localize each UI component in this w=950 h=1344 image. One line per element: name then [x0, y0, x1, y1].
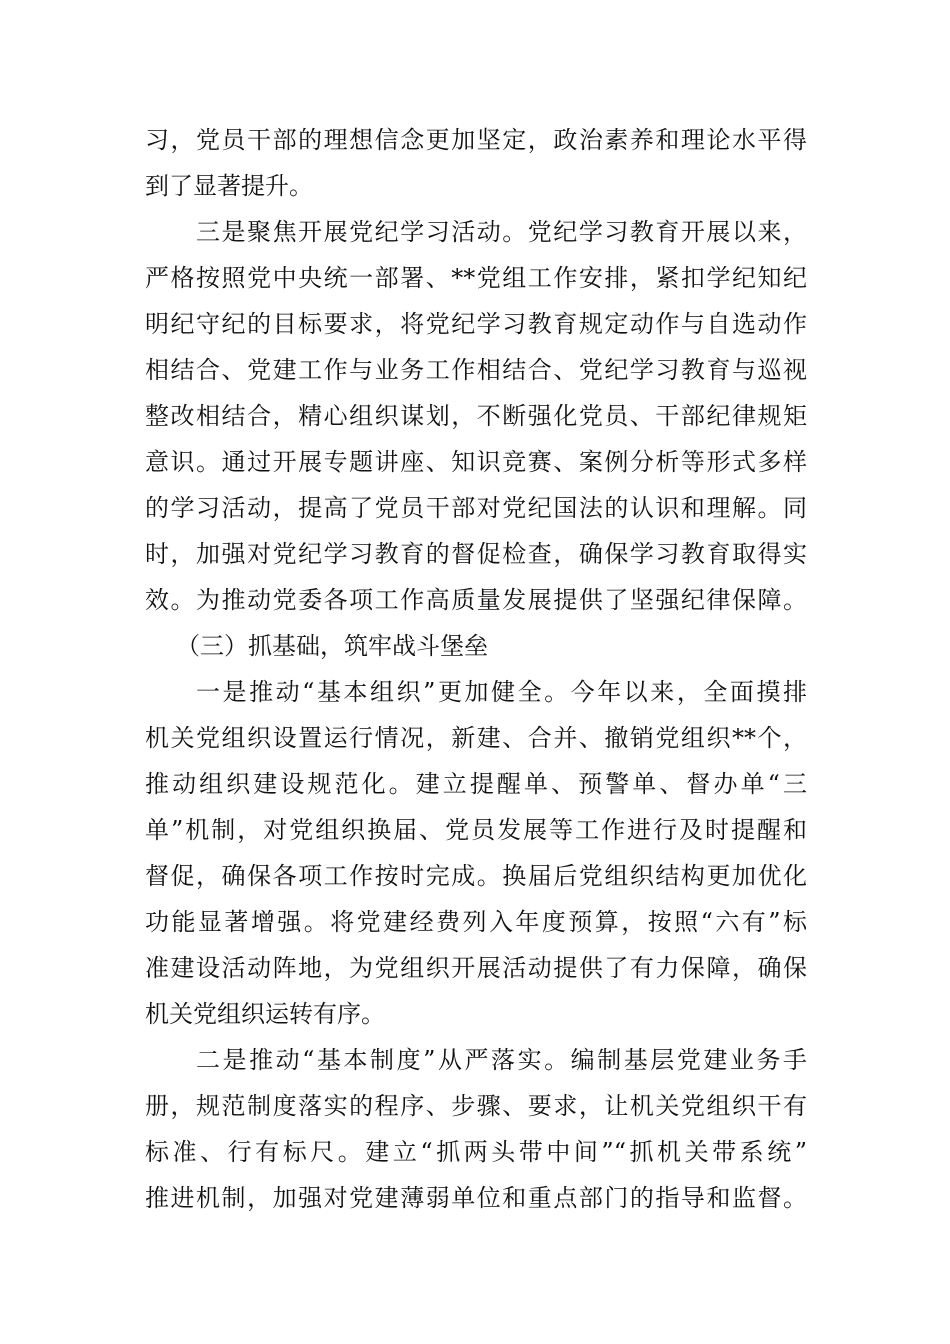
- paragraph-line: 明纪守纪的目标要求，将党纪学习教育规定动作与自选动作: [145, 310, 807, 338]
- paragraph-line: 推动组织建设规范化。建立提醒单、预警单、督办单“三: [145, 770, 807, 798]
- paragraph-line: 机关党组织设置运行情况，新建、合并、撤销党组织**个，: [145, 724, 807, 752]
- paragraph-line: 时，加强对党纪学习教育的督促检查，确保学习教育取得实: [145, 540, 807, 568]
- paragraph-line: 二是推动“基本制度”从严落实。编制基层党建业务手: [196, 1046, 807, 1074]
- paragraph-line: 准建设活动阵地，为党组织开展活动提供了有力保障，确保: [145, 954, 807, 982]
- paragraph-line: 一是推动“基本组织”更加健全。今年以来，全面摸排: [196, 678, 807, 706]
- paragraph-line: 严格按照党中央统一部署、**党组工作安排，紧扣学纪知纪: [145, 264, 807, 292]
- paragraph-line: 功能显著增强。将党建经费列入年度预算，按照“六有”标: [145, 908, 807, 936]
- paragraph-line: 督促，确保各项工作按时完成。换届后党组织结构更加优化: [145, 862, 807, 890]
- paragraph-line: 效。为推动党委各项工作高质量发展提供了坚强纪律保障。: [145, 586, 807, 614]
- paragraph-line: 到了显著提升。: [145, 172, 313, 200]
- paragraph-line: 习，党员干部的理想信念更加坚定，政治素养和理论水平得: [145, 126, 807, 154]
- paragraph-line: 册，规范制度落实的程序、步骤、要求，让机关党组织干有: [145, 1092, 807, 1120]
- paragraph-line: 机关党组织运转有序。: [145, 1000, 385, 1028]
- paragraph-line: 的学习活动，提高了党员干部对党纪国法的认识和理解。同: [145, 494, 807, 522]
- paragraph-line: 推进机制，加强对党建薄弱单位和重点部门的指导和监督。: [145, 1184, 807, 1212]
- paragraph-line: 标准、行有标尺。建立“抓两头带中间”“抓机关带系统”: [145, 1138, 807, 1166]
- section-heading: （三）抓基础，筑牢战斗堡垒: [176, 632, 488, 660]
- paragraph-line: 整改相结合，精心组织谋划，不断强化党员、干部纪律规矩: [145, 402, 807, 430]
- paragraph-line: 三是聚焦开展党纪学习活动。党纪学习教育开展以来，: [196, 218, 807, 246]
- paragraph-line: 意识。通过开展专题讲座、知识竞赛、案例分析等形式多样: [145, 448, 807, 476]
- paragraph-line: 相结合、党建工作与业务工作相结合、党纪学习教育与巡视: [145, 356, 807, 384]
- paragraph-line: 单”机制，对党组织换届、党员发展等工作进行及时提醒和: [145, 816, 807, 844]
